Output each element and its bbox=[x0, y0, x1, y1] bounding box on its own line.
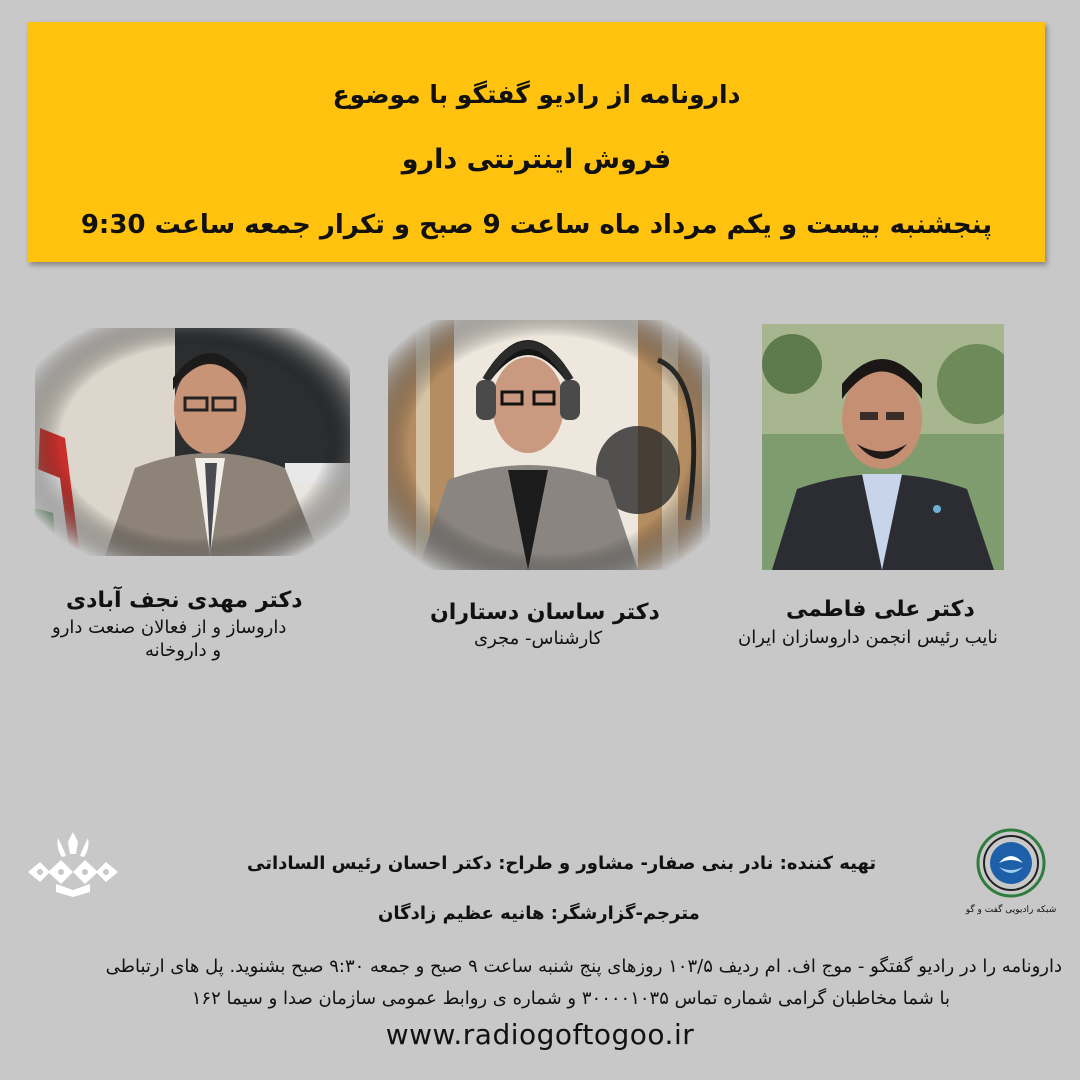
guest-photo-najafabadi bbox=[35, 328, 350, 556]
radio-goftogoo-logo bbox=[965, 827, 1057, 923]
guest-role-dastaran: کارشناس- مجری bbox=[474, 628, 603, 649]
website-link[interactable]: www.radiogoftogoo.ir bbox=[385, 1018, 695, 1051]
irib-logo bbox=[28, 832, 118, 901]
banner-intro: دارونامه از رادیو گفتگو با موضوع bbox=[332, 80, 741, 109]
footer-contact-info: با شما مخاطبان گرامی شماره تماس ۳۰۰۰۰۱۰۳۵ و شماره ی روابط عمومی سازمان صدا و سیما ۱۶۲ bbox=[191, 988, 950, 1009]
guest-name-najafabadi: دکتر مهدی نجف آبادی bbox=[66, 588, 303, 613]
radio-logo-caption: شبکه رادیویی گفت و گو bbox=[965, 905, 1057, 915]
banner-schedule: پنجشنبه بیست و یکم مرداد ماه ساعت 9 صبح و تکرار جمعه ساعت 9:30 bbox=[80, 210, 993, 240]
credit-translator: مترجم-گزارشگر: هانیه عظیم زادگان bbox=[378, 903, 700, 924]
credit-producer: تهیه کننده: نادر بنی صفار- مشاور و طراح: دکتر احسان رئیس الساداتی bbox=[247, 853, 877, 874]
title-banner bbox=[28, 22, 1045, 262]
banner-topic: فروش اینترنتی دارو bbox=[401, 144, 672, 175]
guest-role-najafabadi-line1: داروساز و از فعالان صنعت دارو bbox=[52, 617, 287, 638]
guest-role-najafabadi-line2: و داروخانه bbox=[145, 640, 222, 661]
guest-name-dastaran: دکتر ساسان دستاران bbox=[430, 600, 660, 625]
guest-role-fatemi: نایب رئیس انجمن داروسازان ایران bbox=[738, 627, 998, 648]
footer-broadcast-info: دارونامه را در رادیو گفتگو - موج اف. ام ردیف ۱۰۳/۵ روزهای پنج شنبه ساعت ۹ صبح و جمعه ۹:۳۰ صبح بشنوید. پل های ارتباطی bbox=[105, 956, 1062, 977]
guest-photo-dastaran bbox=[388, 320, 710, 570]
guest-name-fatemi: دکتر علی فاطمی bbox=[786, 597, 975, 622]
guest-photo-fatemi bbox=[762, 324, 1004, 570]
